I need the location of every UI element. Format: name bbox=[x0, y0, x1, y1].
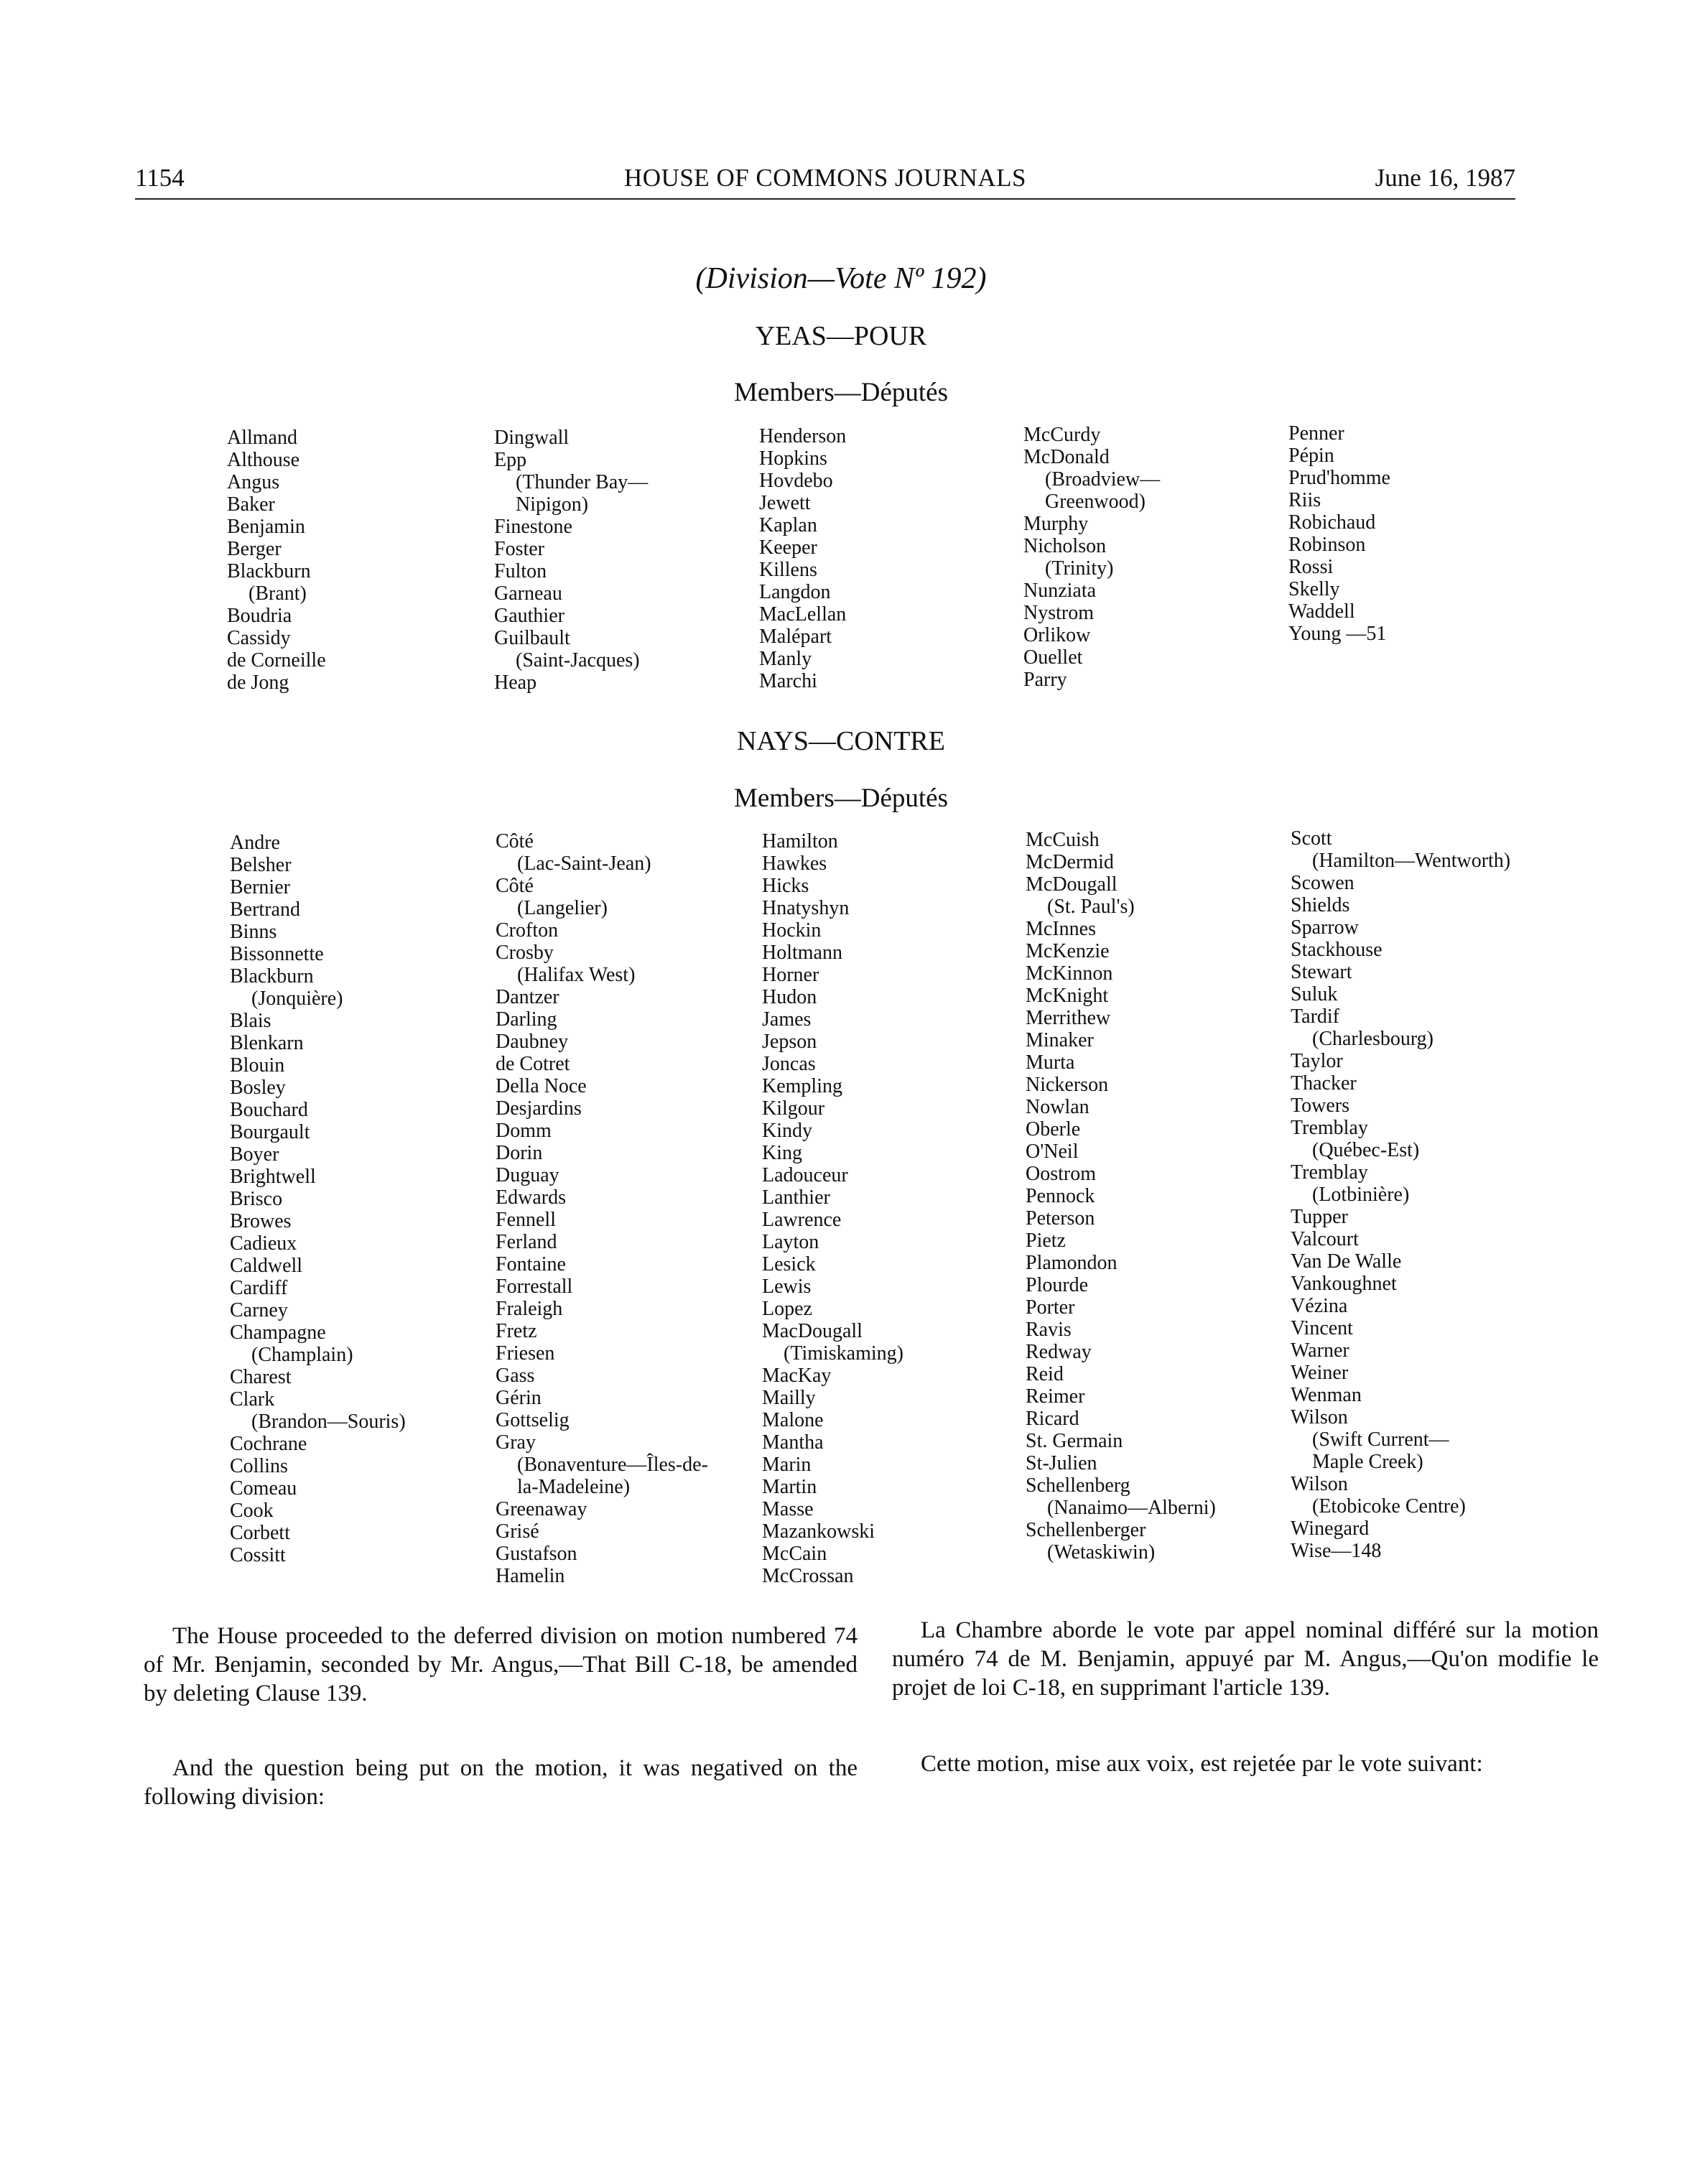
member-name: Belsher bbox=[230, 854, 292, 876]
member-name: Sparrow bbox=[1291, 916, 1359, 939]
member-riding: (Langelier) bbox=[517, 897, 608, 919]
member-name: Caldwell bbox=[230, 1255, 303, 1277]
member-name: Boudria bbox=[227, 605, 292, 627]
member-name: Young —51 bbox=[1288, 623, 1387, 645]
member-riding: (Jonquière) bbox=[251, 988, 343, 1010]
member-name: Blackburn bbox=[227, 560, 311, 582]
member-name: Van De Walle bbox=[1291, 1250, 1402, 1273]
member-name: Manly bbox=[759, 648, 812, 670]
member-name: Allmand bbox=[227, 427, 297, 449]
member-name: Ferland bbox=[496, 1231, 557, 1253]
member-name: Greenaway bbox=[496, 1498, 587, 1520]
nays-column-5 bbox=[1291, 827, 1510, 1562]
member-riding: (Wetaskiwin) bbox=[1047, 1541, 1156, 1563]
french-question-paragraph bbox=[892, 1749, 1599, 1778]
member-name: Crofton bbox=[496, 919, 559, 942]
member-name: St-Julien bbox=[1026, 1452, 1097, 1474]
member-name: Reid bbox=[1026, 1363, 1064, 1385]
member-name: Suluk bbox=[1291, 983, 1338, 1005]
member-name: O'Neil bbox=[1026, 1140, 1079, 1163]
member-name: Edwards bbox=[496, 1186, 566, 1209]
member-riding: (Lotbinière) bbox=[1312, 1184, 1410, 1206]
member-name: Bourgault bbox=[230, 1121, 310, 1143]
member-name: Joncas bbox=[762, 1053, 816, 1075]
member-name: Brightwell bbox=[230, 1166, 316, 1188]
yeas-column-2 bbox=[494, 427, 648, 694]
member-name: Tremblay bbox=[1291, 1161, 1368, 1184]
division-title: (Division—Vote Nº 192) bbox=[695, 262, 987, 295]
member-name: Hovdebo bbox=[759, 470, 833, 492]
member-riding: (Nanaimo—Alberni) bbox=[1047, 1497, 1216, 1519]
member-name: Grisé bbox=[496, 1520, 539, 1543]
member-name: Rossi bbox=[1288, 556, 1334, 578]
member-name: McCain bbox=[762, 1543, 827, 1565]
member-name: Della Noce bbox=[496, 1075, 587, 1097]
member-name: King bbox=[762, 1142, 802, 1164]
member-name: Skelly bbox=[1288, 578, 1340, 600]
member-name: St. Germain bbox=[1026, 1430, 1123, 1452]
member-name: Hamelin bbox=[496, 1565, 565, 1587]
member-name: Schellenberger bbox=[1026, 1519, 1146, 1541]
member-name: Oberle bbox=[1026, 1118, 1081, 1140]
member-name: Duguay bbox=[496, 1164, 559, 1186]
member-name: Hudon bbox=[762, 986, 817, 1008]
english-question-text: And the question being put on the motion, it was negatived on the following division: bbox=[144, 1755, 858, 1810]
member-name: Ladouceur bbox=[762, 1164, 848, 1186]
member-name: Carney bbox=[230, 1299, 288, 1321]
member-name: Wilson bbox=[1291, 1406, 1348, 1428]
member-name: de Cotret bbox=[496, 1053, 570, 1075]
member-name: Murta bbox=[1026, 1051, 1075, 1074]
member-name: Nunziata bbox=[1023, 580, 1097, 602]
member-name: Bernier bbox=[230, 876, 290, 898]
member-name: Cardiff bbox=[230, 1277, 288, 1299]
member-riding: (Lac-Saint-Jean) bbox=[517, 852, 651, 875]
yeas-column-4 bbox=[1023, 424, 1160, 691]
member-name: Plamondon bbox=[1026, 1252, 1118, 1274]
member-name: Forrestall bbox=[496, 1275, 573, 1298]
member-name: Valcourt bbox=[1291, 1228, 1359, 1250]
member-name: McCrossan bbox=[762, 1565, 854, 1587]
member-name: Langdon bbox=[759, 581, 831, 603]
member-name: Kaplan bbox=[759, 514, 817, 536]
member-riding: (Etobicoke Centre) bbox=[1312, 1495, 1466, 1518]
member-name: Benjamin bbox=[227, 516, 305, 538]
member-name: Holtmann bbox=[762, 942, 842, 964]
page-header bbox=[135, 161, 1515, 200]
member-name: Cook bbox=[230, 1500, 274, 1522]
member-name: James bbox=[762, 1008, 812, 1031]
nays-heading: NAYS—CONTRE bbox=[737, 726, 945, 756]
member-name: Dantzer bbox=[496, 986, 559, 1008]
english-question-paragraph bbox=[144, 1754, 858, 1811]
member-name: McKinnon bbox=[1026, 962, 1113, 985]
member-name: Comeau bbox=[230, 1477, 297, 1500]
member-name: Andre bbox=[230, 832, 280, 854]
member-name: Pietz bbox=[1026, 1230, 1066, 1252]
member-name: MacLellan bbox=[759, 603, 847, 626]
member-name: MacKay bbox=[762, 1365, 832, 1387]
nays-members-heading: Members—Députés bbox=[734, 784, 948, 813]
member-name: Thacker bbox=[1291, 1072, 1357, 1095]
member-name: MacDougall bbox=[762, 1320, 863, 1342]
page-number: 1154 bbox=[135, 164, 185, 192]
journal-date: June 16, 1987 bbox=[1375, 164, 1515, 192]
member-name: Darling bbox=[496, 1008, 557, 1031]
member-name: Desjardins bbox=[496, 1097, 582, 1120]
member-name: Porter bbox=[1026, 1296, 1075, 1319]
member-riding: la-Madeleine) bbox=[517, 1476, 631, 1498]
member-name: Wise—148 bbox=[1291, 1540, 1382, 1562]
member-name: Minaker bbox=[1026, 1029, 1094, 1051]
member-riding: (St. Paul's) bbox=[1047, 896, 1135, 918]
member-name: Hockin bbox=[762, 919, 822, 942]
member-name: Ouellet bbox=[1023, 646, 1083, 669]
member-name: Binns bbox=[230, 921, 277, 943]
member-name: Nicholson bbox=[1023, 535, 1107, 557]
english-motion-paragraph bbox=[144, 1622, 858, 1708]
member-riding: (Broadview— bbox=[1045, 468, 1161, 491]
member-name: Tupper bbox=[1291, 1206, 1348, 1228]
member-name: Stewart bbox=[1291, 961, 1352, 983]
member-name: Gustafson bbox=[496, 1543, 577, 1565]
member-riding: (Charlesbourg) bbox=[1312, 1028, 1434, 1050]
member-name: Fennell bbox=[496, 1209, 556, 1231]
member-name: Taylor bbox=[1291, 1050, 1343, 1072]
member-name: Dingwall bbox=[494, 427, 570, 449]
member-name: Marchi bbox=[759, 670, 817, 692]
member-name: Mailly bbox=[762, 1387, 816, 1409]
member-name: Charest bbox=[230, 1366, 292, 1388]
member-name: Blenkarn bbox=[230, 1032, 304, 1054]
member-name: Cadieux bbox=[230, 1232, 297, 1255]
member-name: Kilgour bbox=[762, 1097, 825, 1120]
member-name: Scott bbox=[1291, 827, 1332, 850]
member-name: Kindy bbox=[762, 1120, 812, 1142]
member-name: Jepson bbox=[762, 1031, 817, 1053]
member-name: Berger bbox=[227, 538, 282, 560]
member-name: Fraleigh bbox=[496, 1298, 563, 1320]
member-riding: (Champlain) bbox=[251, 1344, 353, 1366]
member-name: Lopez bbox=[762, 1298, 812, 1320]
member-riding: (Hamilton—Wentworth) bbox=[1312, 850, 1511, 872]
member-name: McCuish bbox=[1026, 829, 1100, 851]
member-name: Vézina bbox=[1291, 1295, 1348, 1317]
member-name: Finestone bbox=[494, 516, 572, 538]
english-motion-text: The House proceeded to the deferred division on motion numbered 74 of Mr. Benjamin, seconded by Mr. Angus,—That Bill C-18, be amended by deleting Clause 139. bbox=[144, 1623, 858, 1706]
member-name: Bissonnette bbox=[230, 943, 324, 965]
member-name: Mantha bbox=[762, 1431, 824, 1454]
member-name: Robinson bbox=[1288, 534, 1366, 556]
member-name: Althouse bbox=[227, 449, 300, 471]
member-name: Gottselig bbox=[496, 1409, 570, 1431]
member-name: de Jong bbox=[227, 672, 289, 694]
member-name: Cassidy bbox=[227, 627, 291, 649]
member-name: Pennock bbox=[1026, 1185, 1095, 1207]
member-riding: (Québec-Est) bbox=[1312, 1139, 1420, 1161]
member-name: Orlikow bbox=[1023, 624, 1091, 646]
member-name: Hopkins bbox=[759, 447, 827, 470]
member-name: Hawkes bbox=[762, 852, 827, 875]
member-name: McCurdy bbox=[1023, 424, 1101, 446]
member-riding: Greenwood) bbox=[1045, 491, 1146, 513]
member-name: Fulton bbox=[494, 560, 547, 582]
member-name: Peterson bbox=[1026, 1207, 1095, 1230]
member-name: Towers bbox=[1291, 1095, 1350, 1117]
member-name: de Corneille bbox=[227, 649, 326, 672]
member-name: Boyer bbox=[230, 1143, 279, 1166]
member-name: Mazankowski bbox=[762, 1520, 875, 1543]
member-riding: (Timiskaming) bbox=[784, 1342, 903, 1365]
member-name: McDermid bbox=[1026, 851, 1114, 873]
journal-title: HOUSE OF COMMONS JOURNALS bbox=[624, 164, 1026, 192]
member-name: Gray bbox=[496, 1431, 536, 1454]
member-name: Layton bbox=[762, 1231, 819, 1253]
member-riding: (Saint-Jacques) bbox=[516, 649, 640, 672]
member-name: Ravis bbox=[1026, 1319, 1072, 1341]
member-name: Fontaine bbox=[496, 1253, 566, 1275]
member-name: Warner bbox=[1291, 1339, 1349, 1362]
member-name: McKenzie bbox=[1026, 940, 1110, 962]
member-name: Vincent bbox=[1291, 1317, 1353, 1339]
member-name: Blackburn bbox=[230, 965, 314, 988]
member-name: Côté bbox=[496, 875, 534, 897]
member-name: Hnatyshyn bbox=[762, 897, 850, 919]
yeas-members-heading: Members—Députés bbox=[734, 378, 948, 407]
member-name: Reimer bbox=[1026, 1385, 1085, 1408]
member-name: Robichaud bbox=[1288, 511, 1376, 534]
member-name: Cochrane bbox=[230, 1433, 307, 1455]
member-name: Marin bbox=[762, 1454, 812, 1476]
member-name: Weiner bbox=[1291, 1362, 1349, 1384]
member-name: Gass bbox=[496, 1365, 535, 1387]
member-name: Champagne bbox=[230, 1321, 326, 1344]
member-name: Schellenberg bbox=[1026, 1474, 1130, 1497]
member-name: Lawrence bbox=[762, 1209, 842, 1231]
member-name: Foster bbox=[494, 538, 544, 560]
member-name: Baker bbox=[227, 493, 275, 516]
member-name: Keeper bbox=[759, 536, 817, 559]
member-name: Dorin bbox=[496, 1142, 543, 1164]
member-name: Cossitt bbox=[230, 1544, 286, 1566]
yeas-column-5 bbox=[1288, 422, 1390, 645]
nays-column-2 bbox=[496, 830, 708, 1587]
member-riding: (Halifax West) bbox=[517, 964, 636, 986]
member-name: Fretz bbox=[496, 1320, 537, 1342]
member-name: Nowlan bbox=[1026, 1096, 1089, 1118]
member-name: Prud'homme bbox=[1288, 467, 1390, 489]
member-name: Jewett bbox=[759, 492, 811, 514]
member-name: Lanthier bbox=[762, 1186, 830, 1209]
member-riding: (Brant) bbox=[248, 582, 307, 605]
member-riding: (Trinity) bbox=[1045, 557, 1114, 580]
member-riding: (Bonaventure—Îles-de- bbox=[517, 1454, 708, 1476]
member-riding: (Brandon—Souris) bbox=[251, 1411, 406, 1433]
yeas-column-1 bbox=[227, 427, 326, 694]
member-name: Daubney bbox=[496, 1031, 569, 1053]
member-name: McInnes bbox=[1026, 918, 1096, 940]
nays-column-1 bbox=[230, 832, 406, 1566]
member-name: Malépart bbox=[759, 626, 832, 648]
member-name: Henderson bbox=[759, 425, 847, 447]
member-name: Stackhouse bbox=[1291, 939, 1383, 961]
member-riding: (Thunder Bay— bbox=[516, 471, 649, 493]
member-name: Killens bbox=[759, 559, 817, 581]
french-motion-paragraph bbox=[892, 1616, 1599, 1702]
member-name: Penner bbox=[1288, 422, 1344, 445]
member-name: Shields bbox=[1291, 894, 1350, 916]
member-name: Scowen bbox=[1291, 872, 1355, 894]
member-name: Parry bbox=[1023, 669, 1067, 691]
member-name: Hamilton bbox=[762, 830, 838, 852]
member-name: McDonald bbox=[1023, 446, 1110, 468]
member-name: Côté bbox=[496, 830, 534, 852]
member-name: Domm bbox=[496, 1120, 552, 1142]
yeas-heading: YEAS—POUR bbox=[755, 321, 927, 351]
member-name: McDougall bbox=[1026, 873, 1118, 896]
nays-column-3 bbox=[762, 830, 903, 1587]
member-name: Vankoughnet bbox=[1291, 1273, 1397, 1295]
member-name: Pépin bbox=[1288, 445, 1334, 467]
nays-column-4 bbox=[1026, 829, 1216, 1563]
member-name: Malone bbox=[762, 1409, 824, 1431]
member-name: Wenman bbox=[1291, 1384, 1362, 1406]
member-name: Garneau bbox=[494, 582, 562, 605]
member-name: Wilson bbox=[1291, 1473, 1348, 1495]
member-name: Gérin bbox=[496, 1387, 542, 1409]
member-name: Collins bbox=[230, 1455, 288, 1477]
yeas-column-3 bbox=[759, 425, 846, 692]
member-name: Merrithew bbox=[1026, 1007, 1111, 1029]
member-name: Bosley bbox=[230, 1077, 286, 1099]
member-name: Hicks bbox=[762, 875, 809, 897]
member-name: Plourde bbox=[1026, 1274, 1089, 1296]
member-name: Brisco bbox=[230, 1188, 283, 1210]
member-name: Murphy bbox=[1023, 513, 1089, 535]
member-name: Martin bbox=[762, 1476, 817, 1498]
member-name: Bouchard bbox=[230, 1099, 308, 1121]
member-name: Oostrom bbox=[1026, 1163, 1096, 1185]
member-riding: Nipigon) bbox=[516, 493, 589, 516]
member-riding: Maple Creek) bbox=[1312, 1451, 1423, 1473]
member-name: Blais bbox=[230, 1010, 271, 1032]
member-name: Nystrom bbox=[1023, 602, 1094, 624]
member-name: Tremblay bbox=[1291, 1117, 1368, 1139]
member-name: Friesen bbox=[496, 1342, 555, 1365]
member-name: Angus bbox=[227, 471, 280, 493]
member-name: Browes bbox=[230, 1210, 292, 1232]
member-name: Lesick bbox=[762, 1253, 816, 1275]
member-riding: (Swift Current— bbox=[1312, 1428, 1449, 1451]
member-name: McKnight bbox=[1026, 985, 1109, 1007]
member-name: Clark bbox=[230, 1388, 275, 1411]
member-name: Bertrand bbox=[230, 898, 300, 921]
member-name: Lewis bbox=[762, 1275, 812, 1298]
french-motion-text: La Chambre aborde le vote par appel nominal différé sur la motion numéro 74 de M. Benjamin, appuyé par M. Angus,—Qu'on modifie le projet de loi C-18, en supprimant l'article 139. bbox=[892, 1617, 1599, 1701]
member-name: Guilbault bbox=[494, 627, 570, 649]
member-name: Heap bbox=[494, 672, 537, 694]
member-name: Redway bbox=[1026, 1341, 1092, 1363]
member-name: Crosby bbox=[496, 942, 554, 964]
member-name: Kempling bbox=[762, 1075, 842, 1097]
member-name: Masse bbox=[762, 1498, 814, 1520]
french-question-text: Cette motion, mise aux voix, est rejetée par le vote suivant: bbox=[921, 1751, 1483, 1777]
member-name: Horner bbox=[762, 964, 819, 986]
member-name: Riis bbox=[1288, 489, 1321, 511]
member-name: Gauthier bbox=[494, 605, 564, 627]
member-name: Blouin bbox=[230, 1054, 285, 1077]
member-name: Nickerson bbox=[1026, 1074, 1109, 1096]
member-name: Winegard bbox=[1291, 1518, 1370, 1540]
member-name: Corbett bbox=[230, 1522, 290, 1544]
member-name: Waddell bbox=[1288, 600, 1355, 623]
member-name: Tardif bbox=[1291, 1005, 1340, 1028]
member-name: Ricard bbox=[1026, 1408, 1079, 1430]
member-name: Epp bbox=[494, 449, 527, 471]
